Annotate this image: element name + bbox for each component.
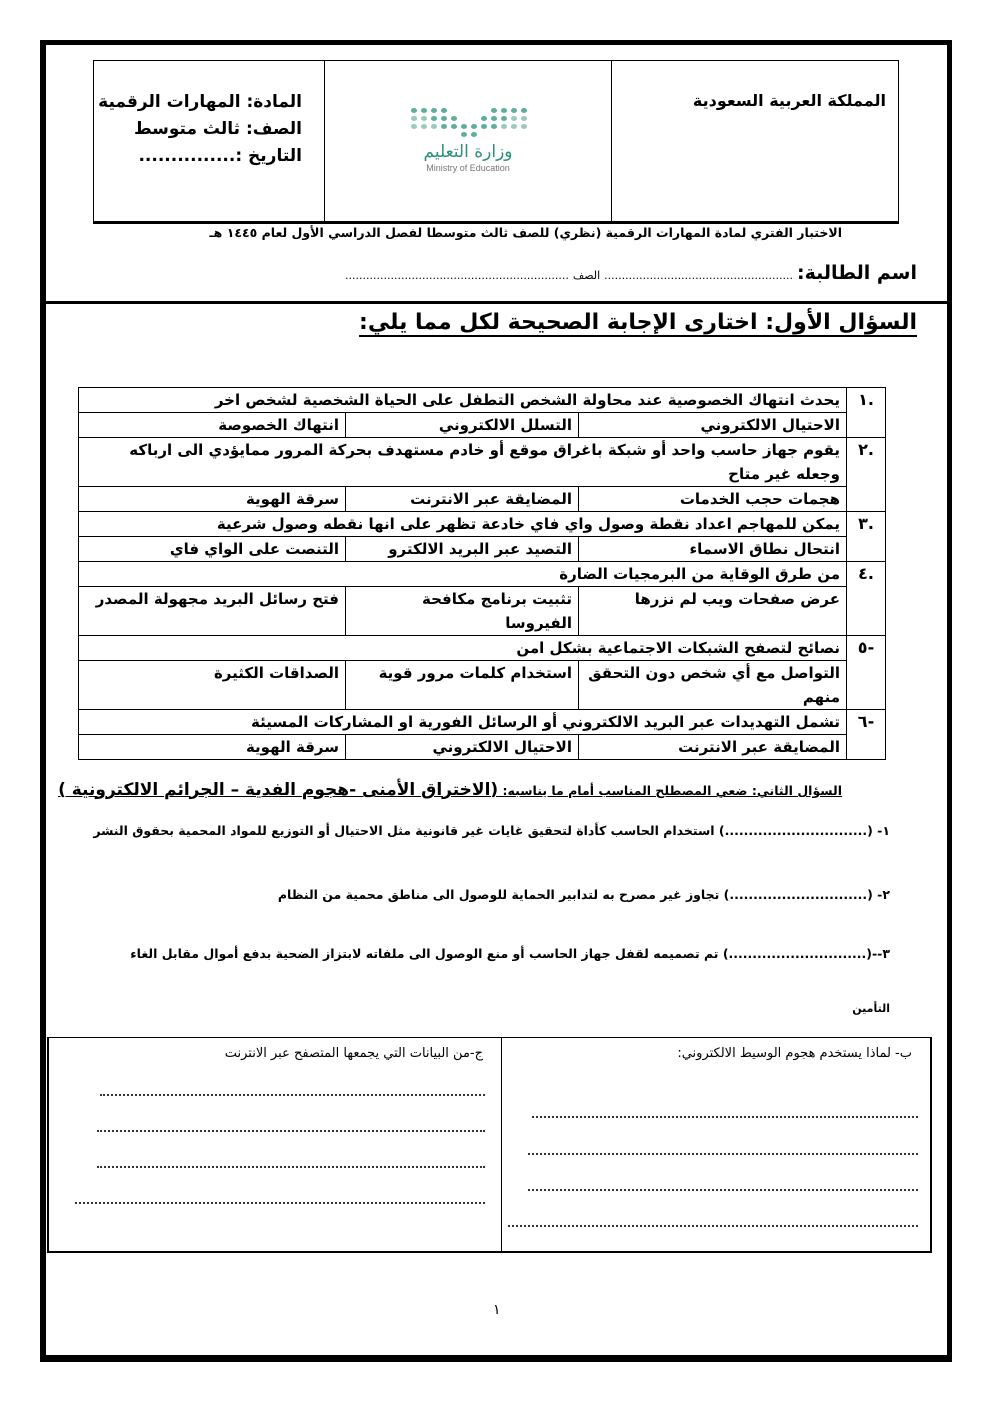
question-number: .١ bbox=[847, 388, 886, 438]
option-b[interactable]: التسلل الالكتروني bbox=[346, 413, 579, 438]
mcq-table bbox=[78, 387, 886, 760]
option-a[interactable]: المضايقة عبر الانترنت bbox=[579, 735, 847, 760]
question-stem: تشمل التهديدات عبر البريد الالكتروني أو الرسائل الفورية او المشاركات المسيئة bbox=[79, 710, 847, 735]
option-b[interactable]: التصيد عبر البريد الالكترو bbox=[346, 537, 579, 562]
mcq-stem-row bbox=[79, 710, 886, 735]
option-a[interactable]: التواصل مع أي شخص دون التحقق منهم bbox=[579, 661, 847, 710]
answer-line[interactable] bbox=[97, 1166, 485, 1168]
answer-line[interactable] bbox=[100, 1094, 485, 1096]
option-c[interactable]: انتهاك الخصوصة bbox=[79, 413, 346, 438]
exam-title: الاختبار الفتري لمادة المهارات الرقمية (نظري) للصف ثالث متوسطا لفصل الدراسي الأول لعام ١٤٤٥ هـ bbox=[209, 225, 842, 240]
short-answer-c-prompt: ج-من البيانات التي يجمعها المتصفح عبر الانترنت bbox=[224, 1046, 483, 1061]
option-c[interactable]: التنصت على الواي فاي bbox=[79, 537, 346, 562]
class-label: الصف bbox=[572, 269, 601, 282]
mcq-stem-row bbox=[79, 636, 886, 661]
student-name-label: اسم الطالبة: bbox=[796, 262, 917, 284]
header-kingdom-cell bbox=[612, 61, 899, 222]
answer-line[interactable] bbox=[528, 1153, 918, 1155]
mcq-options-row bbox=[79, 413, 886, 438]
header-underline bbox=[93, 222, 899, 224]
answer-line[interactable] bbox=[97, 1130, 485, 1132]
option-c[interactable]: سرقة الهوية bbox=[79, 735, 346, 760]
answer-line[interactable] bbox=[528, 1189, 918, 1191]
logo-dots bbox=[409, 108, 527, 137]
option-a[interactable]: الاحتيال الالكتروني bbox=[579, 413, 847, 438]
question-stem: نصائح لتصفح الشبكات الاجتماعية بشكل امن bbox=[79, 636, 847, 661]
ministry-of-education-logo-icon bbox=[409, 108, 527, 173]
question2-terms: (الاختراق الأمنى -هجوم الفدية – الجرائم الالكترونية ) bbox=[58, 780, 499, 800]
class-field[interactable]: ................................................................ bbox=[345, 269, 569, 282]
subject-line: المادة: المهارات الرقمية bbox=[98, 92, 302, 112]
option-c[interactable]: فتح رسائل البريد مجهولة المصدر bbox=[79, 587, 346, 636]
question2-item-continuation: التأمين bbox=[852, 1002, 890, 1015]
header-logo-cell bbox=[325, 61, 612, 222]
question1-title: السؤال الأول: اختارى الإجابة الصحيحة لكل مما يلي: bbox=[359, 310, 917, 335]
mcq-stem-row bbox=[79, 438, 886, 487]
date-line[interactable]: التاريخ :............... bbox=[138, 146, 302, 166]
option-a[interactable]: انتحال نطاق الاسماء bbox=[579, 537, 847, 562]
student-name-field[interactable]: ...................................................... bbox=[604, 269, 793, 282]
kingdom-name: المملكة العربية السعودية bbox=[692, 91, 886, 110]
mcq-options-row bbox=[79, 587, 886, 636]
answer-line[interactable] bbox=[75, 1202, 485, 1204]
option-b[interactable]: تثبيت برنامج مكافحة الفيروسا bbox=[346, 587, 579, 636]
option-b[interactable]: الاحتيال الالكتروني bbox=[346, 735, 579, 760]
option-a[interactable]: عرض صفحات ويب لم نزرها bbox=[579, 587, 847, 636]
question-stem: من طرق الوقاية من البرمجيات الضارة bbox=[79, 562, 847, 587]
section-divider bbox=[46, 301, 948, 304]
short-answer-b bbox=[501, 1038, 930, 1251]
question2-title bbox=[58, 780, 842, 800]
header-table bbox=[93, 60, 899, 222]
mcq-stem-row bbox=[79, 512, 886, 537]
short-answer-b-prompt: ب- لماذا يستخدم هجوم الوسيط الالكتروني: bbox=[677, 1046, 912, 1061]
mcq-options-row bbox=[79, 661, 886, 710]
student-info-line bbox=[345, 262, 917, 284]
short-answer-c bbox=[49, 1038, 501, 1251]
mcq-options-row bbox=[79, 735, 886, 760]
mcq-stem-row bbox=[79, 562, 886, 587]
page-number: ١ bbox=[493, 1302, 501, 1318]
question-number: .٢ bbox=[847, 438, 886, 512]
mcq-stem-row bbox=[79, 388, 886, 413]
mcq-options-row bbox=[79, 537, 886, 562]
question-stem: يقوم جهاز حاسب واحد أو شبكة باغراق موقع أو خادم مستهدف بحركة المرور ممايؤدي الى ارباكه وجعله غير متاح bbox=[79, 438, 847, 487]
question-number: -٥ bbox=[847, 636, 886, 710]
answer-line[interactable] bbox=[508, 1225, 918, 1227]
question2-item[interactable]: ٣--(.............................) تم تصميمه لقفل جهاز الحاسب أو منع الوصول الى ملفاته لابتزاز الضحية بدفع أموال مقابل الغاء bbox=[130, 946, 890, 961]
question2-instruction: السؤال الثاني: ضعي المصطلح المناسب أمام ما يناسبه: bbox=[502, 783, 842, 798]
question-number: .٤ bbox=[847, 562, 886, 636]
header-subject-cell bbox=[94, 61, 325, 222]
question-number: -٦ bbox=[847, 710, 886, 760]
option-b[interactable]: استخدام كلمات مرور قوية bbox=[346, 661, 579, 710]
option-b[interactable]: المضايقة عبر الانترنت bbox=[346, 487, 579, 512]
mcq-options-row bbox=[79, 487, 886, 512]
option-c[interactable]: الصداقات الكثيرة bbox=[79, 661, 346, 710]
logo-arabic-text: وزارة التعليم bbox=[423, 141, 513, 162]
question-number: .٣ bbox=[847, 512, 886, 562]
option-a[interactable]: هجمات حجب الخدمات bbox=[579, 487, 847, 512]
question-stem: يمكن للمهاجم اعداد نقطة وصول واي فاي خادعة تظهر على انها نقطه وصول شرعية bbox=[79, 512, 847, 537]
short-answer-box bbox=[47, 1037, 932, 1253]
answer-line[interactable] bbox=[532, 1116, 918, 1118]
question2-item[interactable]: ٢- (.............................) تجاوز غير مصرح به لتدابير الحماية للوصول الى مناطق محمية من النظام bbox=[277, 887, 890, 902]
question-stem: يحدث انتهاك الخصوصية عند محاولة الشخص التطفل على الحياة الشخصية لشخص اخر bbox=[79, 388, 847, 413]
option-c[interactable]: سرقة الهوية bbox=[79, 487, 346, 512]
question2-item[interactable]: ١- (..............................) استخدام الحاسب كأداة لتحقيق غايات غير قانونية مثل الاحتيال أو التوزيع للمواد المحمية بحقوق النشر bbox=[93, 823, 890, 838]
grade-line: الصف: ثالث متوسط bbox=[133, 119, 302, 139]
logo-english-text: Ministry of Education bbox=[426, 162, 510, 173]
